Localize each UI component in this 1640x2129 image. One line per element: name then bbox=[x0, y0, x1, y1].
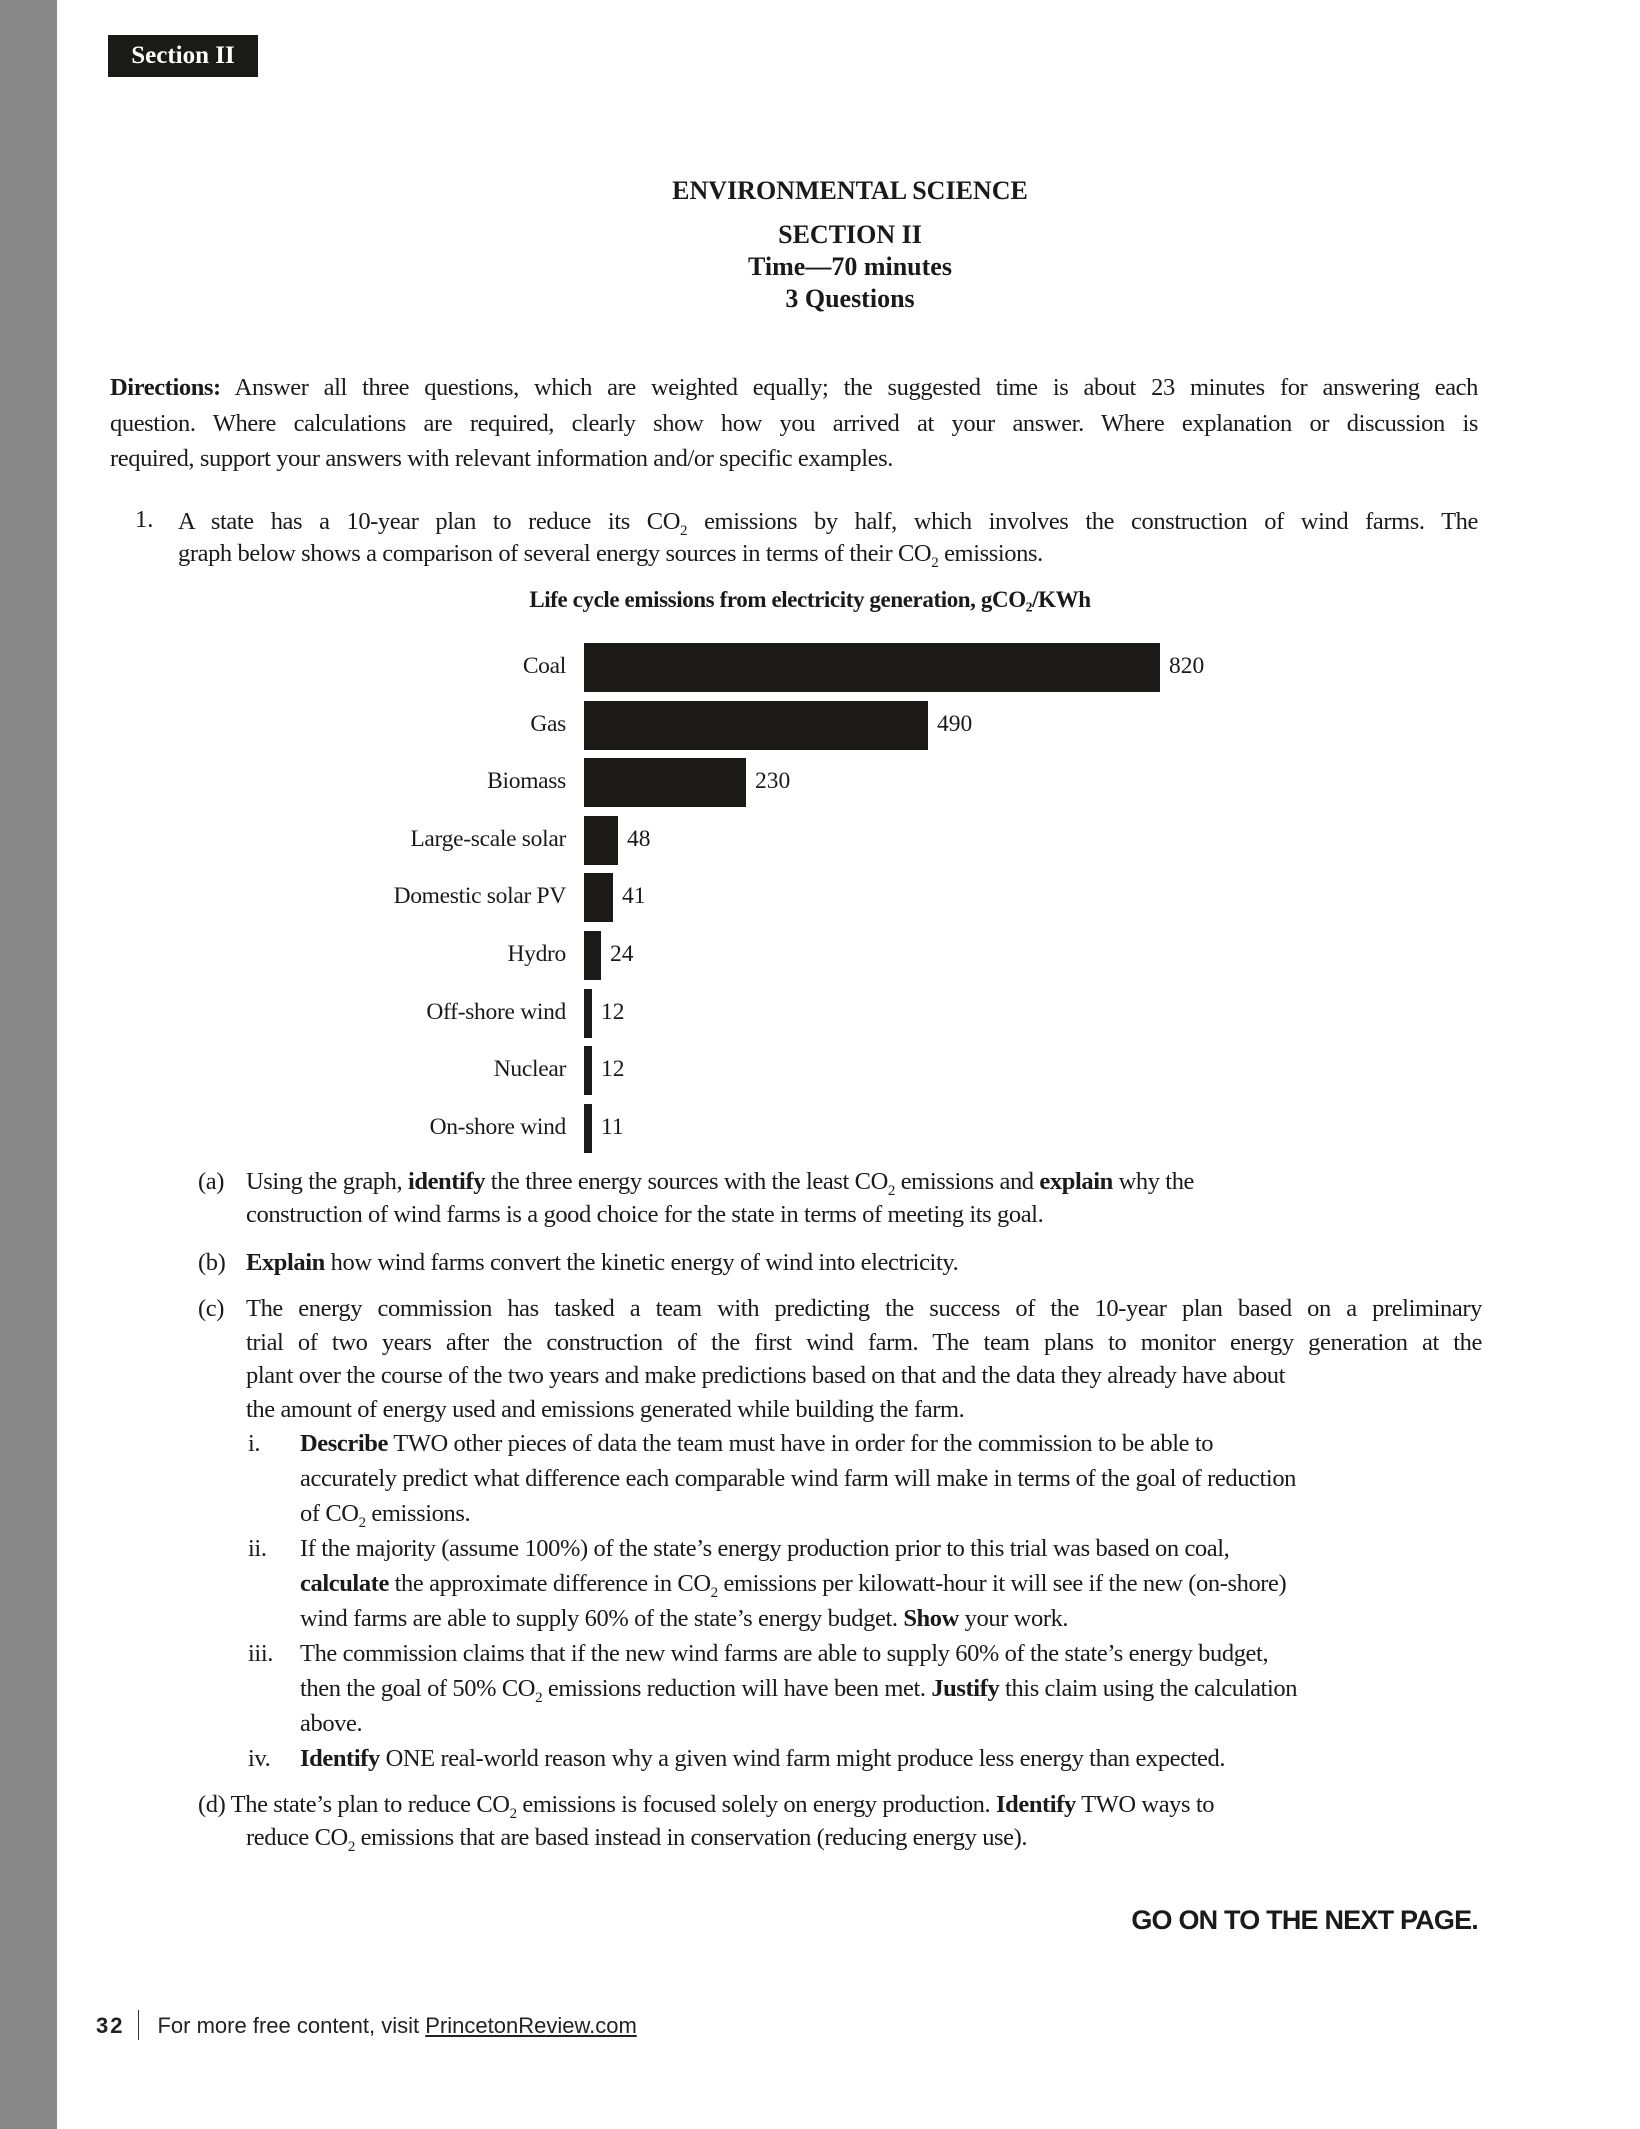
part-text: reduce CO bbox=[246, 1824, 348, 1851]
subscript: 2 bbox=[680, 523, 688, 539]
task-verb: Identify bbox=[995, 1791, 1076, 1818]
value-label: 11 bbox=[601, 1113, 624, 1140]
value-label: 12 bbox=[601, 998, 625, 1025]
bar bbox=[584, 931, 601, 980]
part-text: the three energy sources with the least CO bbox=[485, 1168, 888, 1195]
part-line bbox=[246, 1165, 1478, 1198]
subpart-line: above. bbox=[300, 1710, 363, 1737]
page-edge-bar bbox=[0, 0, 57, 2129]
part-b bbox=[198, 1246, 1478, 1279]
stem-text: emissions. bbox=[944, 540, 1043, 567]
task-verb: Justify bbox=[931, 1675, 1000, 1702]
subpart-i bbox=[248, 1426, 1480, 1531]
subpart-line bbox=[300, 1741, 1480, 1776]
subpart-line: The commission claims that if the new wind farms are able to supply 60% of the state’s energy budget, bbox=[300, 1640, 1269, 1667]
subpart-line: If the majority (assume 100%) of the state’s energy production prior to this trial was based on coal, bbox=[300, 1535, 1230, 1562]
bar bbox=[584, 1046, 592, 1095]
directions-line: required, support your answers with relevant information and/or specific examples. bbox=[110, 445, 893, 472]
subpart-text: emissions per kilowatt-hour it will see if the new (on-shore) bbox=[717, 1570, 1287, 1597]
part-label: (b) bbox=[198, 1249, 226, 1276]
part-line bbox=[198, 1788, 1478, 1821]
part-text: Using the graph, bbox=[246, 1168, 408, 1195]
subscript: 2 bbox=[347, 1839, 355, 1855]
subpart-label: ii. bbox=[248, 1535, 267, 1562]
part-line: the amount of energy used and emissions generated while building the farm. bbox=[246, 1395, 965, 1423]
subscript: 2 bbox=[358, 1515, 366, 1531]
part-text: emissions that are based instead in conservation (reducing energy use). bbox=[354, 1824, 1028, 1851]
value-label: 48 bbox=[627, 825, 651, 852]
category-label: Hydro bbox=[507, 941, 566, 967]
category-label: Large-scale solar bbox=[410, 825, 566, 852]
subpart-line bbox=[300, 1671, 1480, 1706]
stem-text: emissions by half, which involves the construction of wind farms. The bbox=[704, 508, 1479, 535]
subscript: 2 bbox=[710, 1585, 718, 1601]
part-text: why the bbox=[1112, 1168, 1195, 1195]
subpart-text: this claim using the calculation bbox=[999, 1675, 1298, 1702]
stem-line bbox=[178, 506, 1478, 538]
value-label: 490 bbox=[937, 710, 973, 737]
subpart-text: ONE real-world reason why a given wind farm might produce less energy than expected. bbox=[379, 1745, 1226, 1772]
stem-line bbox=[178, 538, 1478, 570]
section-title: SECTION II bbox=[778, 220, 922, 249]
footer-text: For more free content, visit bbox=[157, 2013, 426, 2038]
value-label: 230 bbox=[755, 768, 791, 795]
subpart-label: iv. bbox=[248, 1745, 271, 1772]
subpart-text: your work. bbox=[958, 1605, 1069, 1632]
subpart-line bbox=[300, 1496, 1480, 1531]
bar bbox=[584, 816, 618, 865]
part-label: (a) bbox=[198, 1168, 224, 1195]
category-label: Biomass bbox=[487, 768, 566, 795]
category-label: On-shore wind bbox=[429, 1113, 566, 1140]
subject-title: ENVIRONMENTAL SCIENCE bbox=[672, 176, 1028, 205]
part-text: The state’s plan to reduce CO bbox=[225, 1791, 510, 1818]
subpart-iv bbox=[248, 1741, 1480, 1776]
bar bbox=[584, 758, 746, 807]
subpart-text: TWO other pieces of data the team must have in order for the commission to be able to bbox=[387, 1430, 1214, 1457]
directions-line bbox=[110, 370, 1478, 406]
subpart-text: then the goal of 50% CO bbox=[300, 1675, 536, 1702]
bar bbox=[584, 873, 613, 922]
directions-text: Answer all three questions, which are weighted equally; the suggested time is about 23 minutes for answering each bbox=[234, 374, 1479, 401]
part-text: TWO ways to bbox=[1075, 1791, 1215, 1818]
task-verb: calculate bbox=[300, 1570, 389, 1597]
part-text: how wind farms convert the kinetic energy of wind into electricity. bbox=[324, 1249, 959, 1276]
category-label: Coal bbox=[522, 653, 566, 679]
value-label: 24 bbox=[610, 941, 634, 967]
chart-title: Life cycle emissions from electricity generation, gCO₂/KWh bbox=[529, 587, 1091, 612]
subpart-ii bbox=[248, 1531, 1480, 1636]
value-label: 820 bbox=[1169, 653, 1205, 679]
category-label: Off-shore wind bbox=[426, 998, 566, 1025]
subpart-text: emissions. bbox=[365, 1500, 471, 1527]
page-number: 32 bbox=[96, 2013, 125, 2038]
part-label: (d) bbox=[198, 1791, 226, 1818]
task-verb: Describe bbox=[300, 1430, 388, 1457]
task-verb: identify bbox=[407, 1168, 486, 1195]
part-c bbox=[198, 1292, 1482, 1426]
subscript: 2 bbox=[931, 555, 939, 571]
subscript: 2 bbox=[535, 1690, 543, 1706]
bar bbox=[584, 643, 1160, 692]
part-d bbox=[198, 1788, 1478, 1854]
part-line bbox=[246, 1821, 1478, 1854]
task-verb: Show bbox=[903, 1605, 959, 1632]
bar bbox=[584, 989, 592, 1038]
subpart-line bbox=[300, 1601, 1480, 1636]
directions-label: Directions: bbox=[110, 374, 221, 401]
directions bbox=[110, 370, 1478, 477]
part-line: plant over the course of the two years and make predictions based on that and the data they already have about bbox=[246, 1362, 1286, 1389]
subpart-text: of CO bbox=[300, 1500, 359, 1527]
subpart-text: emissions reduction will have been met. bbox=[542, 1675, 932, 1702]
subpart-line bbox=[300, 1426, 1480, 1461]
time-limit: Time—70 minutes bbox=[748, 252, 952, 281]
subpart-line bbox=[300, 1566, 1480, 1601]
stem-text: A state has a 10-year plan to reduce its CO bbox=[178, 508, 681, 535]
directions-line: question. Where calculations are required, clearly show how you arrived at your answer. Where explanation or discussion is bbox=[110, 409, 1478, 437]
part-line bbox=[246, 1246, 1478, 1279]
category-label: Nuclear bbox=[493, 1056, 566, 1083]
subpart-text: wind farms are able to supply 60% of the state’s energy budget. bbox=[300, 1605, 904, 1632]
bar bbox=[584, 701, 928, 750]
part-label: (c) bbox=[198, 1295, 224, 1322]
value-label: 12 bbox=[601, 1056, 625, 1083]
part-line: The energy commission has tasked a team with predicting the success of the 10-year plan based on a preliminary bbox=[246, 1295, 1482, 1322]
task-verb: Identify bbox=[300, 1745, 380, 1772]
footer-divider bbox=[138, 2010, 139, 2040]
question-number: 1. bbox=[135, 506, 154, 533]
subpart-text: the approximate difference in CO bbox=[388, 1570, 711, 1597]
task-verb: explain bbox=[1039, 1168, 1113, 1195]
princeton-review-link[interactable]: PrincetonReview.com bbox=[425, 2013, 637, 2038]
task-verb: Explain bbox=[246, 1249, 325, 1276]
stem-text: graph below shows a comparison of several energy sources in terms of their CO bbox=[178, 540, 932, 567]
section-badge: Section II bbox=[108, 35, 258, 77]
question-1-stem bbox=[178, 506, 1478, 570]
category-label: Gas bbox=[530, 710, 566, 737]
go-on-notice: GO ON TO THE NEXT PAGE. bbox=[1131, 1905, 1478, 1935]
part-text: emissions is focused solely on energy production. bbox=[516, 1791, 996, 1818]
subscript: 2 bbox=[887, 1183, 895, 1199]
value-label: 41 bbox=[622, 883, 646, 910]
bar bbox=[584, 1104, 592, 1153]
subpart-line: accurately predict what difference each comparable wind farm will make in terms of the goal of reduction bbox=[300, 1465, 1297, 1492]
part-line: trial of two years after the construction of the first wind farm. The team plans to monitor energy generation at the bbox=[246, 1328, 1482, 1356]
subpart-iii bbox=[248, 1636, 1480, 1741]
question-count: 3 Questions bbox=[785, 284, 915, 313]
part-a bbox=[198, 1165, 1478, 1231]
part-line: construction of wind farms is a good choice for the state in terms of meeting its goal. bbox=[246, 1201, 1044, 1228]
subpart-label: i. bbox=[248, 1430, 261, 1457]
subpart-label: iii. bbox=[248, 1640, 273, 1667]
page-footer bbox=[96, 2010, 637, 2040]
part-text: emissions and bbox=[894, 1168, 1040, 1195]
subscript: 2 bbox=[509, 1806, 517, 1822]
category-label: Domestic solar PV bbox=[393, 883, 566, 910]
